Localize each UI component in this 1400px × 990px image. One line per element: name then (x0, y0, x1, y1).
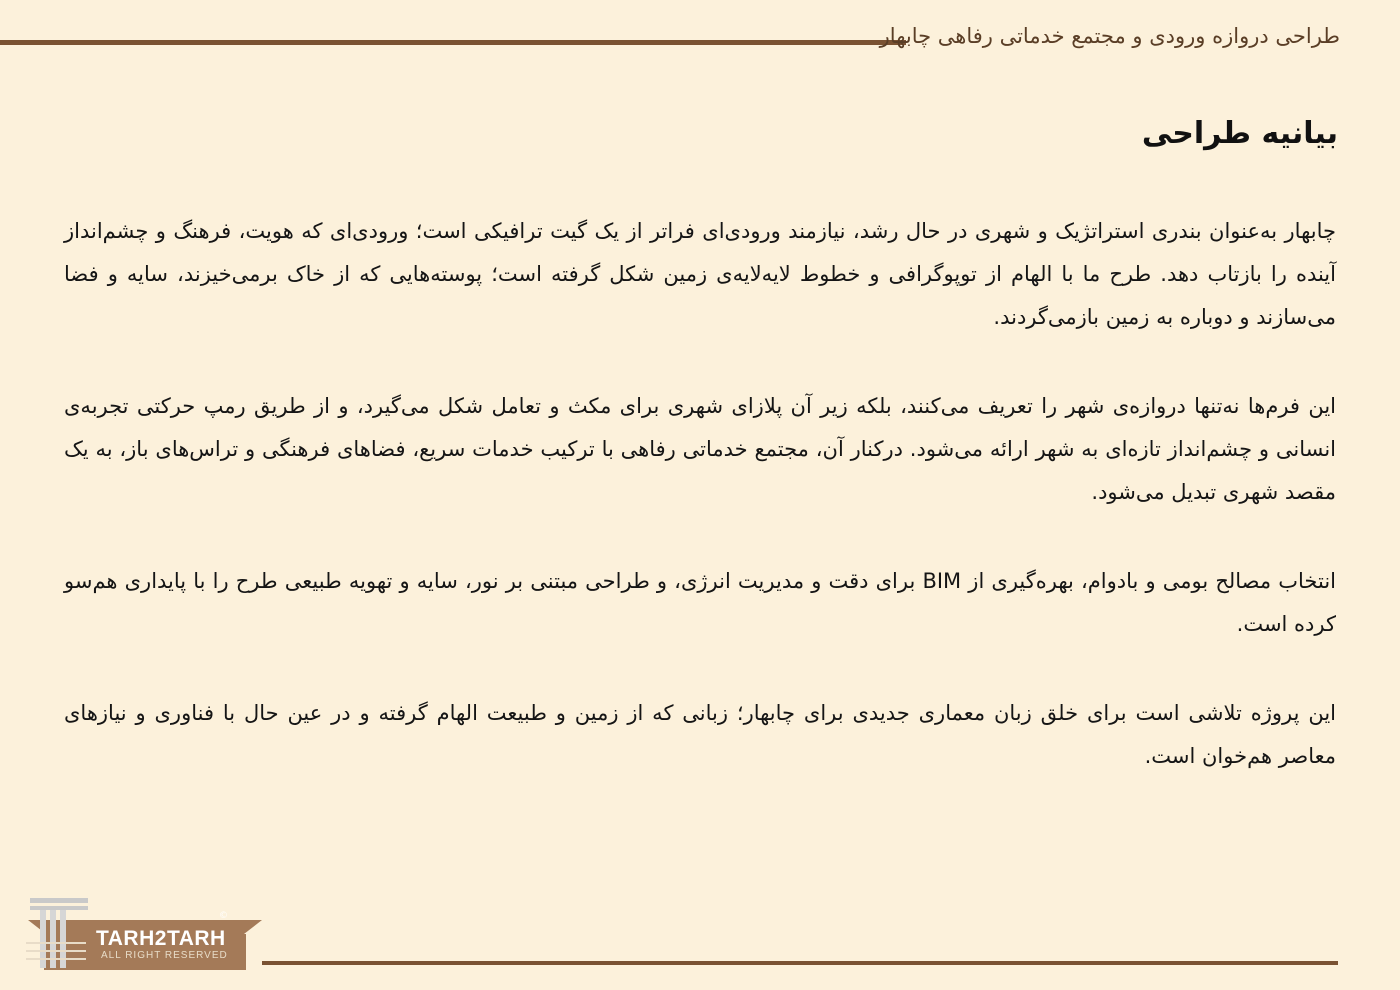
copyright-icon: © (219, 911, 228, 921)
paragraph-1: چابهار به‌عنوان بندری استراتژیک و شهری در حال رشد، نیازمند ورودی‌ای فراتر از یک گیت ترافیکی است؛ ورودی‌ای که هویت، فرهنگ و چشم‌انداز آینده را بازتاب دهد. طرح ما با الهام از توپوگرافی و خطوط لایه‌لایه‌ی زمین شکل گرفته است؛ پوسته‌هایی که از خاک برمی‌خیزند، سایه و فضا می‌سازند و دوباره به زمین بازمی‌گردند. (64, 219, 1336, 329)
logo-tagline: ALL RIGHT RESERVED (101, 950, 228, 961)
paragraph-4: این پروژه تلاشی است برای خلق زبان معماری جدیدی برای چابهار؛ زبانی که از زمین و طبیعت الهام گرفته و در عین حال با فناوری و نیازهای معاصر هم‌خوان است. (64, 701, 1336, 768)
brand-logo (26, 894, 266, 970)
paragraph-2: این فرم‌ها نه‌تنها دروازه‌ی شهر را تعریف می‌کنند، بلکه زیر آن پلازای شهری برای مکث و تعامل شکل می‌گیرد، و از طریق رمپ حرکتی تجربه‌ی انسانی و چشم‌انداز تازه‌ای به شهر ارائه می‌شود. درکنار آن، مجتمع خدماتی رفاهی با ترکیب خدمات سریع، فضاهای فرهنگی و تراس‌های باز، به یک مقصد شهری تبدیل می‌شود. (64, 394, 1336, 504)
logo-wordmark: TARH2TARH (96, 927, 226, 950)
footer-rule (262, 961, 1338, 965)
header-rule (0, 40, 906, 45)
header-title: طراحی دروازه ورودی و مجتمع خدماتی رفاهی چابهار (879, 24, 1340, 48)
design-statement-body (64, 210, 1336, 824)
paragraph-3: انتخاب مصالح بومی و بادوام، بهره‌گیری از BIM برای دقت و مدیریت انرژی، و طراحی مبتنی بر نور، سایه و تهویه طبیعی طرح را با پایداری هم‌سو کرده است. (64, 569, 1336, 636)
section-title: بیانیه طراحی (1141, 116, 1338, 151)
